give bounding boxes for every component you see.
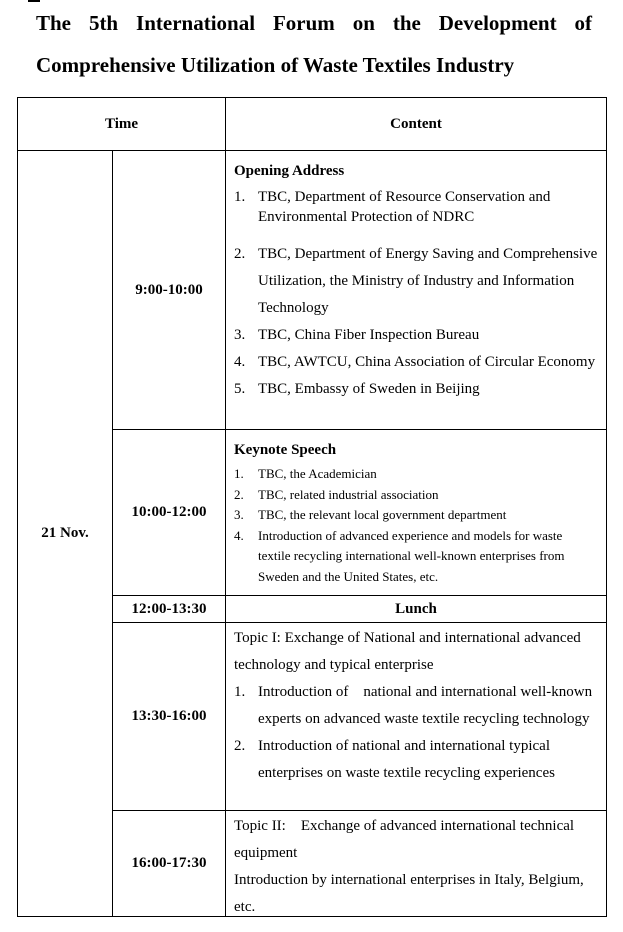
content-cell [225, 622, 606, 810]
list-item: 3. TBC, the relevant local government department [234, 507, 507, 522]
list-item: 2. TBC, related industrial association [234, 486, 439, 502]
time-cell: 10:00-12:00 [112, 429, 225, 595]
time-cell: 16:00-17:30 [112, 810, 225, 916]
schedule-table [17, 97, 607, 917]
content-cell [225, 150, 606, 429]
list-item: 4. Introduction of advanced experience and models for waste textile recycling international well-known enterprises from Sweden and the United States, etc. [234, 527, 565, 584]
date-cell: 21 Nov. [18, 150, 112, 916]
speaker-list [234, 464, 598, 587]
list-item: 4. TBC, AWTCU, China Association of Circular Economy [234, 354, 596, 370]
corner-mark [28, 0, 40, 2]
speaker-list [234, 187, 598, 403]
topic-title: Topic II: Exchange of advanced international technical equipment [234, 818, 578, 861]
time-cell: 9:00-10:00 [112, 150, 225, 429]
list-item: 1. TBC, Department of Resource Conservation and Environmental Protection of NDRC [234, 189, 551, 225]
section-title: Opening Address [234, 163, 345, 179]
list-item: 1. Introduction of national and international well-known experts on advanced waste textile recycling technology [234, 684, 596, 727]
list-item: 2. Introduction of national and international typical enterprises on waste textile recycling experiences [234, 738, 555, 781]
time-cell: 12:00-13:30 [112, 595, 225, 622]
list-item: 5. TBC, Embassy of Sweden in Beijing [234, 381, 480, 397]
section-title: Keynote Speech [234, 442, 337, 458]
header-time: Time [104, 115, 139, 132]
topic-list [234, 679, 598, 787]
topic-title: Topic I: Exchange of National and international advanced technology and typical enterprise [234, 630, 581, 673]
topic-note: Introduction by international enterprises in Italy, Belgium, etc. [234, 872, 584, 915]
list-item: 3. TBC, China Fiber Inspection Bureau [234, 327, 480, 343]
document-title-line-1: The 5th International Forum on the Development of [36, 11, 592, 35]
content-cell [225, 429, 606, 595]
document-title-line-2: Comprehensive Utilization of Waste Textiles Industry [36, 53, 515, 77]
content-cell [225, 810, 606, 916]
header-content: Content [225, 98, 606, 150]
time-cell: 13:30-16:00 [112, 622, 225, 810]
lunch-cell: Lunch [225, 595, 606, 622]
list-item: 1. TBC, the Academician [234, 466, 377, 481]
list-item: 2. TBC, Department of Energy Saving and Comprehensive Utilization, the Ministry of Industry and Information Technology [234, 246, 598, 316]
